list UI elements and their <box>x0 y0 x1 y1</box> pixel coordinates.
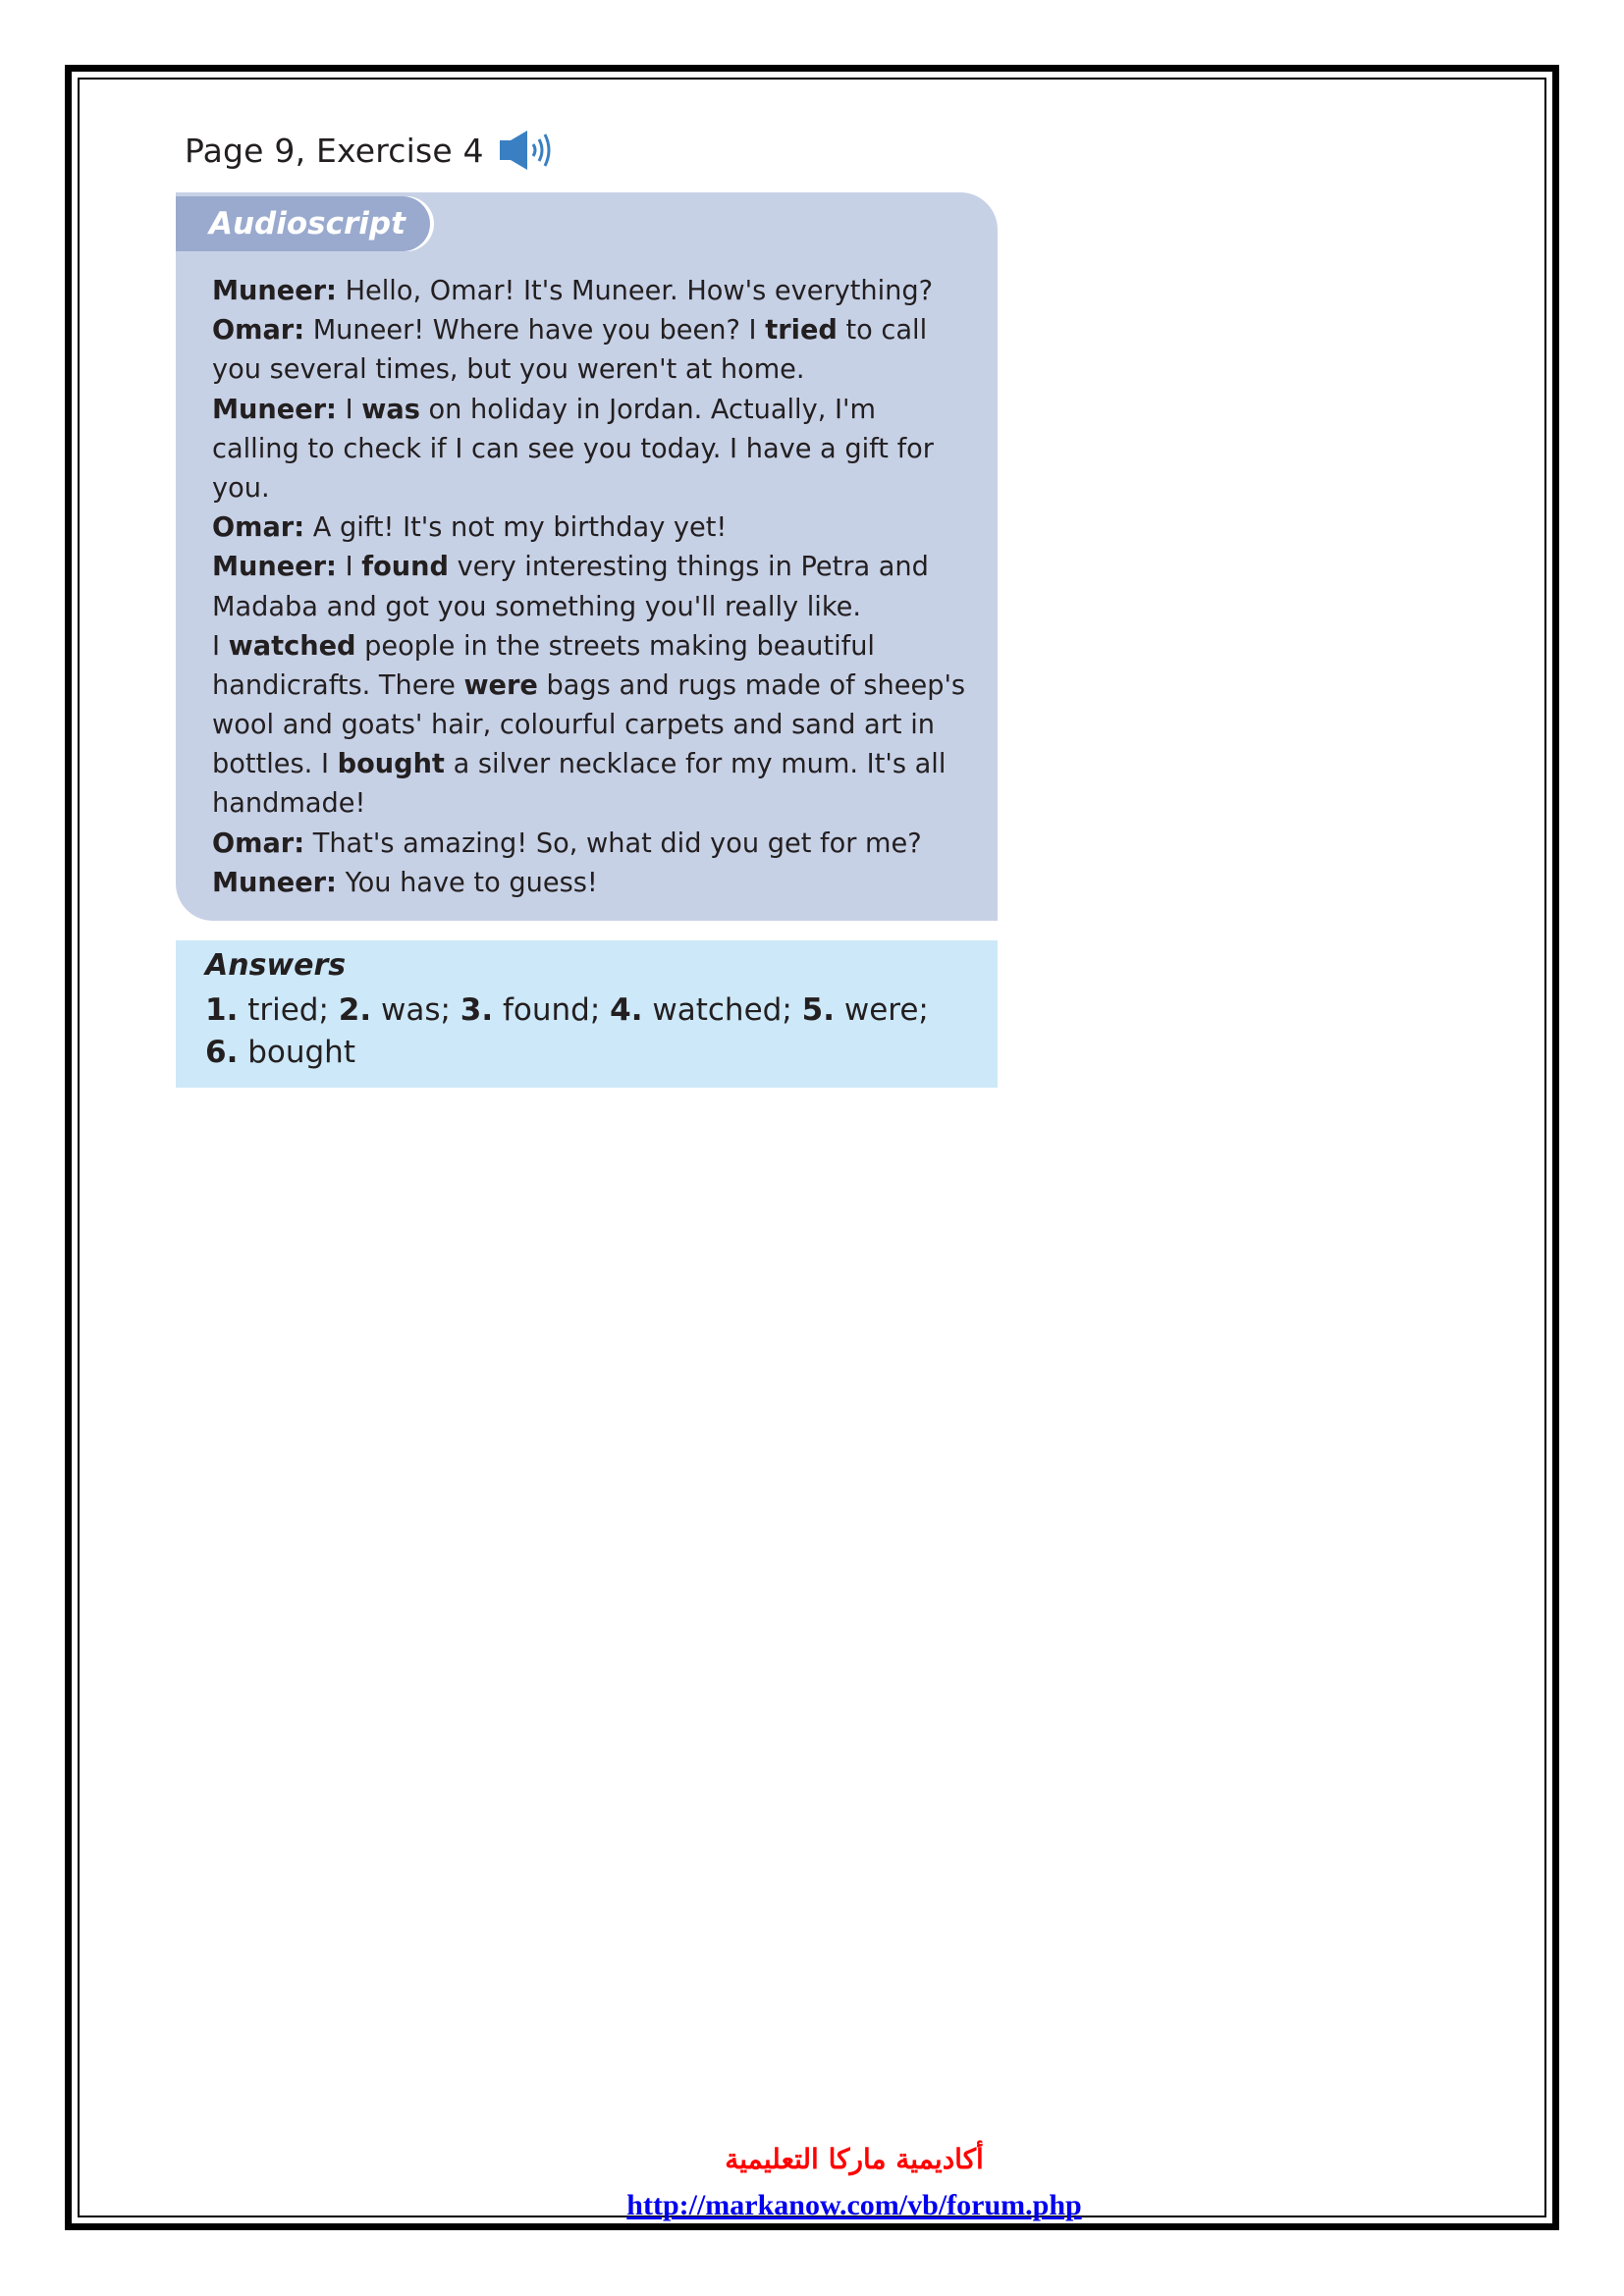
bold-word: 4. <box>610 992 643 1028</box>
answers-title: Answers <box>205 948 347 983</box>
text-run: tried; <box>238 992 339 1028</box>
text-run: bottles. I <box>212 749 338 780</box>
text-line <box>212 706 988 745</box>
audioscript-tab-label: Audioscript <box>209 206 406 241</box>
text-line <box>212 391 988 430</box>
text-run: wool and goats' hair, colourful carpets and sand art in <box>212 710 935 741</box>
text-run: I <box>212 630 229 662</box>
text-run: were; <box>835 992 929 1028</box>
text-run: bags and rugs made of sheep's <box>537 669 966 701</box>
text-line <box>212 588 988 627</box>
text-run: handmade! <box>212 788 366 820</box>
bold-word: Muneer: <box>212 276 337 306</box>
text-line <box>212 272 988 311</box>
text-run: you. <box>212 472 270 504</box>
text-line <box>212 627 988 667</box>
exercise-title: Page 9, Exercise 4 <box>185 131 484 170</box>
audioscript-text <box>212 272 988 903</box>
text-run: a silver necklace for my mum. It's all <box>444 749 947 780</box>
bold-word: found <box>361 552 449 583</box>
bold-word: 5. <box>801 992 835 1028</box>
bold-word: watched <box>228 630 356 662</box>
text-run: I <box>336 552 362 583</box>
bold-word: bought <box>337 749 445 780</box>
text-run: A gift! It's not my birthday yet! <box>304 512 728 544</box>
footer-link[interactable]: http://markanow.com/vb/forum.php <box>626 2189 1082 2221</box>
text-line <box>212 469 988 508</box>
text-line <box>212 667 988 706</box>
text-run: calling to check if I can see you today. I have a gift for <box>212 433 934 464</box>
text-run: you several times, but you weren't at home. <box>212 354 805 386</box>
text-line <box>212 864 988 903</box>
text-run: Madaba and got you something you'll really like. <box>212 591 861 622</box>
bold-word: Omar: <box>212 828 305 859</box>
text-line <box>205 989 929 1032</box>
bold-word: Muneer: <box>212 552 337 583</box>
answers-text <box>205 989 929 1074</box>
text-run: handicrafts. There <box>212 669 464 701</box>
bold-word: was <box>361 394 420 425</box>
text-line <box>212 825 988 864</box>
bold-word: Muneer: <box>212 867 337 898</box>
footer-academy-name: أكاديمية ماركا التعليمية <box>725 2143 984 2175</box>
bold-word: 3. <box>460 992 494 1028</box>
text-run: watched; <box>642 992 802 1028</box>
text-run: was; <box>371 992 460 1028</box>
text-line <box>212 548 988 587</box>
text-line <box>212 430 988 469</box>
exercise-heading <box>185 126 559 175</box>
text-run: people in the streets making beautiful <box>355 630 875 662</box>
text-line <box>205 1032 929 1074</box>
bold-word: were <box>463 669 538 701</box>
text-run: to call <box>837 315 928 347</box>
text-run: You have to guess! <box>336 867 598 898</box>
bold-word: Muneer: <box>212 394 337 425</box>
text-run: found; <box>493 992 611 1028</box>
text-run: on holiday in Jordan. Actually, I'm <box>419 394 876 425</box>
text-run: very interesting things in Petra and <box>448 552 929 583</box>
text-line <box>212 784 988 824</box>
bold-word: tried <box>765 315 838 347</box>
text-run: That's amazing! So, what did you get for me? <box>304 828 922 859</box>
bold-word: 6. <box>205 1035 239 1070</box>
bold-word: 2. <box>338 992 372 1028</box>
speaker-icon[interactable] <box>498 128 559 173</box>
bold-word: Omar: <box>212 512 305 544</box>
bold-word: Omar: <box>212 315 305 347</box>
text-line <box>212 508 988 548</box>
text-line <box>212 350 988 390</box>
text-run: Muneer! Where have you been? I <box>304 315 766 347</box>
text-line <box>212 311 988 350</box>
bold-word: 1. <box>205 992 239 1028</box>
text-run: I <box>336 394 362 425</box>
text-line <box>212 745 988 784</box>
audioscript-tab <box>176 196 430 251</box>
text-run: Hello, Omar! It's Muneer. How's everything? <box>336 276 934 306</box>
text-run: bought <box>238 1035 355 1070</box>
